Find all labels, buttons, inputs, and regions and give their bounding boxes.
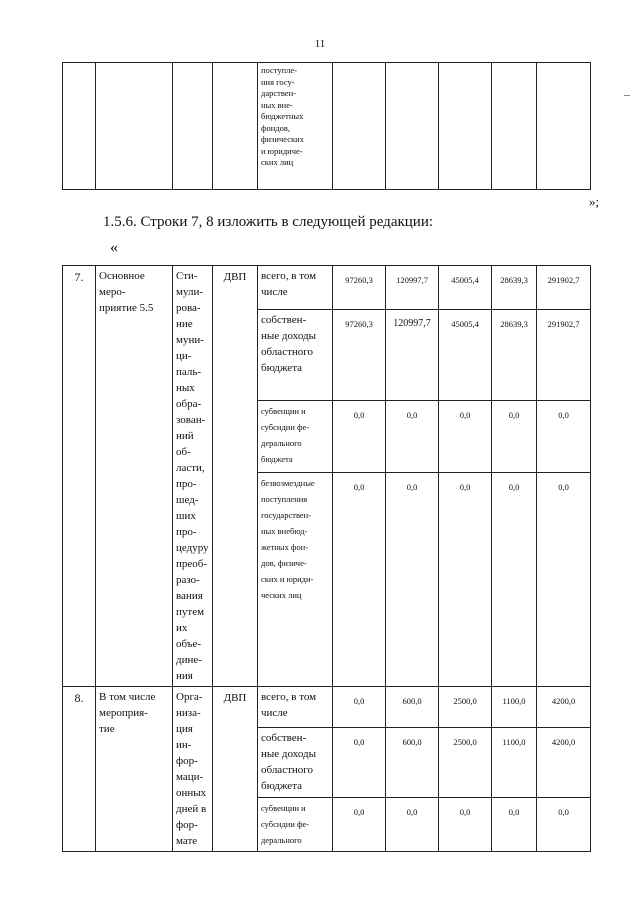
funding-source: собствен- ные доходы областного бюджета xyxy=(258,309,333,400)
funding-value: 0,0 xyxy=(537,798,591,852)
funding-value: 0,0 xyxy=(333,798,386,852)
cell-source xyxy=(258,63,333,190)
page-number: 11 xyxy=(314,38,326,50)
funding-value: 0,0 xyxy=(537,401,591,473)
cell-value xyxy=(492,63,537,190)
funding-value: 0,0 xyxy=(333,401,386,473)
funding-value: 0,0 xyxy=(537,472,591,686)
cell-name xyxy=(96,63,173,190)
funding-value: 0,0 xyxy=(492,472,537,686)
funding-value: 28639,3 xyxy=(492,266,537,310)
funding-value: 45005,4 xyxy=(439,309,492,400)
cell-goal xyxy=(173,63,213,190)
edge-mark xyxy=(624,95,630,96)
funding-value: 0,0 xyxy=(386,401,439,473)
funding-value: 45005,4 xyxy=(439,266,492,310)
funding-value: 291902,7 xyxy=(537,266,591,310)
funding-value: 1100,0 xyxy=(492,687,537,728)
cell-number xyxy=(63,63,96,190)
measure-goal: Орга- низа- ция ин- фор- маци- онных дней в фор- мате xyxy=(173,687,213,852)
funding-source: субвенции и субсидии фе- дерального бюджета xyxy=(258,401,333,473)
executor: ДВП xyxy=(213,266,258,687)
funding-source: субвенции и субсидии фе- дерального xyxy=(258,798,333,852)
measure-goal: Сти- мули- рова- ние муни- ци- паль- ных обра- зован- ний об- ласти, про- шед- ших про- цедуру преоб- разо- вания путем их объе- дине- ния xyxy=(173,266,213,687)
cell-value xyxy=(439,63,492,190)
cell-executor xyxy=(213,63,258,190)
funding-value: 600,0 xyxy=(386,687,439,728)
row-number: 7. xyxy=(63,266,96,687)
program-table xyxy=(62,265,591,852)
table-row xyxy=(63,266,591,310)
cell-value xyxy=(537,63,591,190)
row-number: 8. xyxy=(63,687,96,852)
funding-value: 0,0 xyxy=(492,798,537,852)
funding-source: собствен- ные доходы областного бюджета xyxy=(258,727,333,797)
funding-value: 0,0 xyxy=(492,401,537,473)
funding-source: всего, в том числе xyxy=(258,687,333,728)
funding-value: 0,0 xyxy=(439,401,492,473)
amendment-heading: 1.5.6. Строки 7, 8 изложить в следующей редакции: xyxy=(103,214,434,230)
funding-value: 120997,7 xyxy=(386,309,439,400)
funding-value: 0,0 xyxy=(386,798,439,852)
funding-value: 2500,0 xyxy=(439,727,492,797)
funding-value: 0,0 xyxy=(439,798,492,852)
measure-name: В том числе мероприя- тие xyxy=(96,687,173,852)
funding-value: 0,0 xyxy=(333,687,386,728)
table-row xyxy=(63,687,591,728)
funding-value: 97260,3 xyxy=(333,266,386,310)
funding-value: 4200,0 xyxy=(537,687,591,728)
measure-name: Основное меро- приятие 5.5 xyxy=(96,266,173,687)
funding-value: 120997,7 xyxy=(386,266,439,310)
funding-value: 0,0 xyxy=(333,472,386,686)
cell-value xyxy=(386,63,439,190)
source-label: поступле- ния госу- дарствен- ных вне- бюджетных фондов, физических и юридиче- ских лиц xyxy=(261,65,304,167)
closing-quote-mark: »; xyxy=(589,194,600,209)
funding-value: 600,0 xyxy=(386,727,439,797)
funding-value: 4200,0 xyxy=(537,727,591,797)
opening-quote-mark: « xyxy=(110,239,118,256)
cell-value xyxy=(333,63,386,190)
funding-value: 2500,0 xyxy=(439,687,492,728)
funding-value: 28639,3 xyxy=(492,309,537,400)
continuation-table xyxy=(62,62,591,190)
funding-value: 1100,0 xyxy=(492,727,537,797)
executor: ДВП xyxy=(213,687,258,852)
funding-value: 291902,7 xyxy=(537,309,591,400)
funding-value: 0,0 xyxy=(439,472,492,686)
funding-value: 0,0 xyxy=(333,727,386,797)
funding-value: 97260,3 xyxy=(333,309,386,400)
funding-source: всего, в том числе xyxy=(258,266,333,310)
funding-value: 0,0 xyxy=(386,472,439,686)
funding-source: безвозмездные поступления государствен- ных внебюд- жетных фон- дов, физиче- ских и юриди- ческих лиц xyxy=(258,472,333,686)
